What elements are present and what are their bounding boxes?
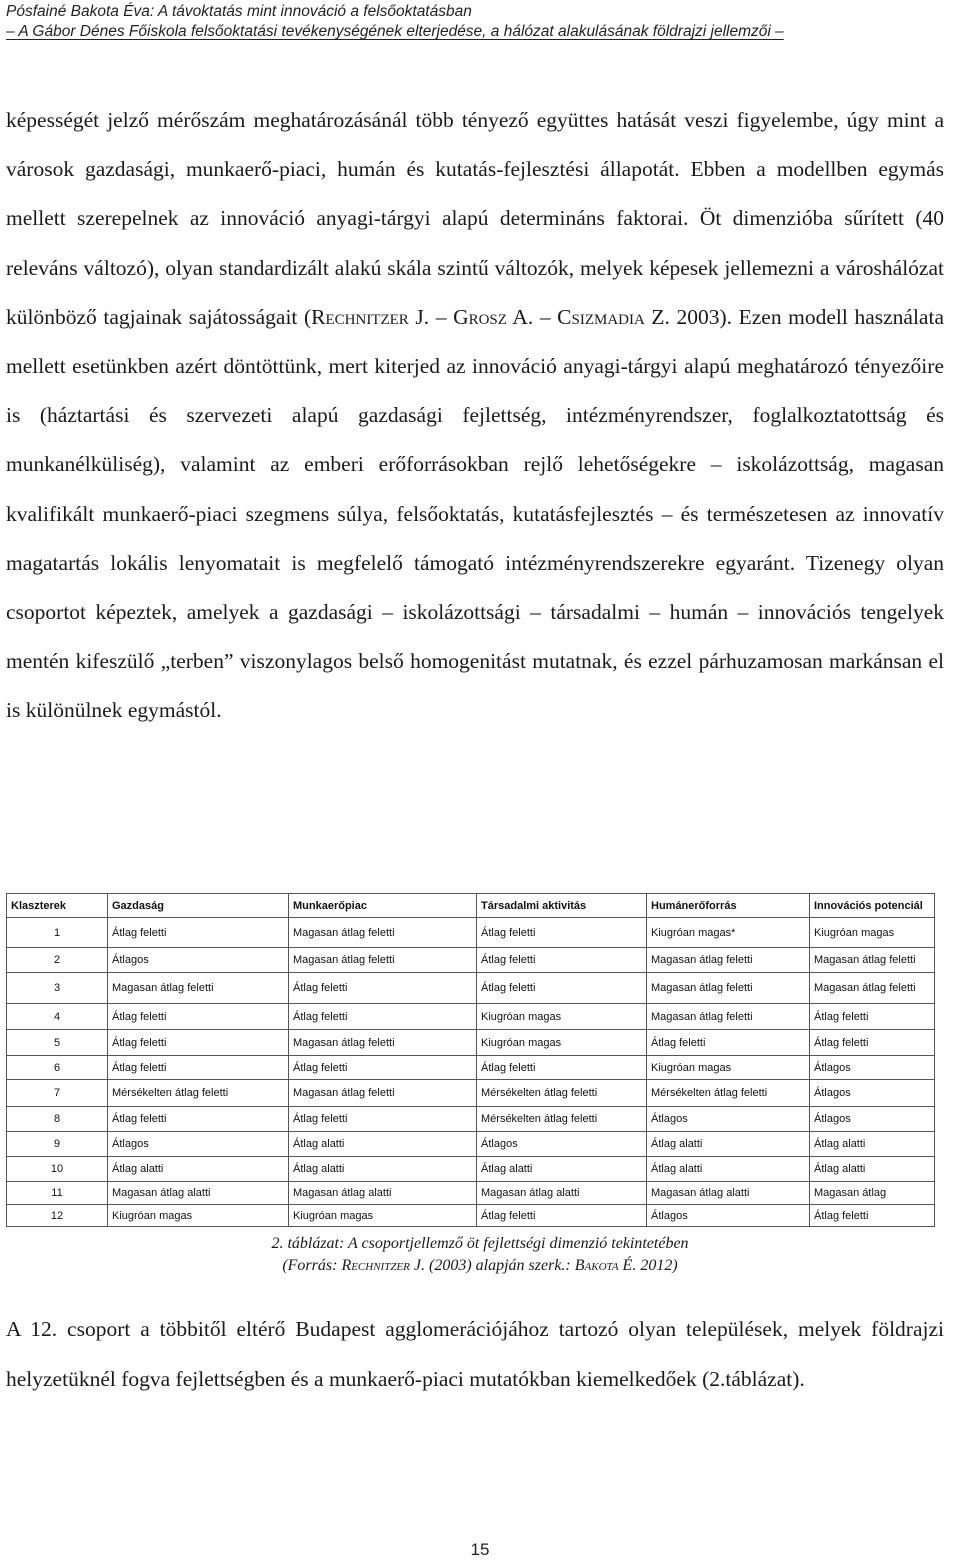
table-header-cell: Gazdaság [108,894,289,918]
table-row [7,1030,935,1056]
table-row [7,1132,935,1157]
table-cell: Átlag feletti [647,1030,810,1056]
table-cell: Magasan átlag alatti [477,1182,647,1205]
caption-author-rechnitzer: Rechnitzer [341,1257,410,1274]
header-title: Pósfainé Bakota Éva: A távoktatás mint innováció a felsőoktatásban [6,3,472,20]
table-header-row [7,894,935,918]
table-cell: Átlag feletti [810,1205,935,1227]
table-row [7,1080,935,1107]
table-cell: Mérsékelten átlag feletti [477,1080,647,1107]
author-csizmadia: Csizmadia [557,304,645,329]
table-cell: Átlag feletti [108,1004,289,1030]
table-cell: Átlag feletti [108,1056,289,1080]
table-cell: 5 [7,1030,108,1056]
table-cell: Átlagos [477,1132,647,1157]
table-cell: Magasan átlag alatti [289,1182,477,1205]
table-cell: Átlag alatti [647,1132,810,1157]
running-header [6,2,956,42]
body-paragraph [6,96,944,736]
table-cell: Magasan átlag alatti [108,1182,289,1205]
table-cell: Magasan átlag feletti [289,918,477,948]
table-cell: 12 [7,1205,108,1227]
table-cell: Átlag alatti [810,1132,935,1157]
table-cell: Átlag feletti [477,948,647,973]
table-header-cell: Humánerőforrás [647,894,810,918]
paragraph-text-2: Z. 2003). Ezen modell használata mellett esetünkben azért döntöttünk, mert kiterjed az innováció anyagi-tárgyi alapú meghatározó tényezőire is (háztartási és szervezeti alapú gazdasági fejlettség, intézményrendszer, foglalkoztatottság és munkanélküliség), valamint az emberi erőforrásokban rejlő lehetőségekre – iskolázottság, magasan kvalifikált munkaerő-piaci szegmens súlya, felsőoktatás, kutatásfejlesztés – és természetesen az innovatív magatartás lokális lenyomatait is megfelelő támogató intézményrendszerekre egyaránt. Tizenegy olyan csoportot képeztek, amelyek a gazdasági – iskolázottsági – társadalmi – humán – innovációs tengelyek mentén kifeszülő „terben” viszonylagos belső homogenitást mutatnak, és ezzel párhuzamosan markánsan el is különülnek egymástól. [6,304,944,723]
table-cell: Átlag feletti [477,973,647,1004]
table-cell: Átlagos [810,1080,935,1107]
table-cell: Magasan átlag feletti [289,1080,477,1107]
table-cell: Kiugróan magas [810,918,935,948]
table-cell: Átlagos [647,1205,810,1227]
table-cell: Átlag feletti [108,918,289,948]
table-cell: Átlagos [108,1132,289,1157]
table-cell: Kiugróan magas [289,1205,477,1227]
table-cell: Mérsékelten átlag feletti [108,1080,289,1107]
table-cell: 10 [7,1157,108,1182]
table-cell: Magasan átlag feletti [647,973,810,1004]
table-cell: Kiugróan magas* [647,918,810,948]
table-row [7,1004,935,1030]
table-cell: 6 [7,1056,108,1080]
table-cell: Mérsékelten átlag feletti [477,1107,647,1132]
caption-source-mid: J. (2003) alapján szerk.: [409,1257,575,1274]
table-cell: Átlag feletti [477,918,647,948]
table-cell: 2 [7,948,108,973]
table-cell: Magasan átlag feletti [108,973,289,1004]
table-cell: Magasan átlag feletti [647,1004,810,1030]
caption-author-bakota: Bakota [574,1257,619,1274]
table-cell: Átlag feletti [289,1107,477,1132]
table-row [7,973,935,1004]
citation-separator-2: A. – [506,304,558,329]
table-row [7,918,935,948]
table-caption-source [0,1257,960,1275]
table-cell: Kiugróan magas [477,1004,647,1030]
table-cell: Magasan átlag alatti [647,1182,810,1205]
table-cell: Magasan átlag feletti [289,948,477,973]
table-cell: Átlag feletti [108,1107,289,1132]
table-cell: 1 [7,918,108,948]
table-cell: Kiugróan magas [647,1056,810,1080]
table-cell: 9 [7,1132,108,1157]
table-header-cell: Klaszterek [7,894,108,918]
citation-separator-1: J. – [408,304,454,329]
table-row [7,1056,935,1080]
table-cell: Magasan átlag [810,1182,935,1205]
table-cell: Kiugróan magas [477,1030,647,1056]
author-rechnitzer: Rechnitzer [311,304,409,329]
table-cell: Átlag feletti [289,1056,477,1080]
table-row [7,1157,935,1182]
table-cell: Átlag alatti [477,1157,647,1182]
table-cell: Átlag feletti [108,1030,289,1056]
cluster-table-wrapper [6,893,934,1227]
table-cell: Átlag feletti [810,1004,935,1030]
table-cell: Átlag feletti [810,1030,935,1056]
table-cell: Átlagos [108,948,289,973]
table-cell: Magasan átlag feletti [810,973,935,1004]
table-cell: Átlag alatti [289,1157,477,1182]
header-subtitle: – A Gábor Dénes Főiskola felsőoktatási tevékenységének elterjedése, a hálózat alakulásának földrajzi jellemzői – [6,23,784,40]
table-cell: Kiugróan magas [108,1205,289,1227]
cluster-table [6,893,935,1227]
table-cell: Átlagos [647,1107,810,1132]
table-cell: Átlag alatti [647,1157,810,1182]
author-grosz: Grosz [453,304,507,329]
caption-source-start: (Forrás: [282,1257,342,1274]
table-cell: Átlagos [810,1107,935,1132]
table-row [7,1107,935,1132]
table-cell: Mérsékelten átlag feletti [647,1080,810,1107]
table-cell: 4 [7,1004,108,1030]
closing-paragraph: A 12. csoport a többitől eltérő Budapest agglomerációjához tartozó olyan települések, melyek földrajzi helyzetüknél fogva fejlettségben és a munkaerő-piaci mutatókban kiemelkedőek (2.táblázat). [6,1317,944,1391]
table-caption-title: 2. táblázat: A csoportjellemző öt fejlettségi dimenzió tekintetében [271,1235,689,1252]
table-cell: 8 [7,1107,108,1132]
table-cell: Átlag alatti [810,1157,935,1182]
paragraph-text-1: képességét jelző mérőszám meghatározásánál több tényező együttes hatását veszi figyelembe, úgy mint a városok gazdasági, munkaerő-piaci, humán és kutatás-fejlesztési állapotát. Ebben a modellben egymás mellett szerepelnek az innováció anyagi-tárgyi alapú determináns faktorai. Öt dimenzióba sűrített (40 releváns változó), olyan standardizált alakú skála szintű változók, melyek képesek jellemezni a városhálózat különböző tagjainak sajátosságait ( [6,108,944,329]
table-cell: 3 [7,973,108,1004]
table-cell: Magasan átlag feletti [289,1030,477,1056]
table-cell: Átlag feletti [289,973,477,1004]
table-cell: Magasan átlag feletti [810,948,935,973]
table-cell: Magasan átlag feletti [647,948,810,973]
table-row [7,948,935,973]
table-cell: Átlagos [810,1056,935,1080]
table-cell: Átlag feletti [477,1056,647,1080]
caption-source-end: É. 2012) [618,1257,678,1274]
table-header-cell: Innovációs potenciál [810,894,935,918]
table-row [7,1205,935,1227]
table-cell: 7 [7,1080,108,1107]
table-cell: Átlag feletti [289,1004,477,1030]
table-row [7,1182,935,1205]
table-cell: Átlag alatti [108,1157,289,1182]
table-header-cell: Munkaerőpiac [289,894,477,918]
table-cell: 11 [7,1182,108,1205]
page-number: 15 [470,1540,490,1559]
table-header-cell: Társadalmi aktivitás [477,894,647,918]
table-cell: Átlag alatti [289,1132,477,1157]
table-cell: Átlag feletti [477,1205,647,1227]
